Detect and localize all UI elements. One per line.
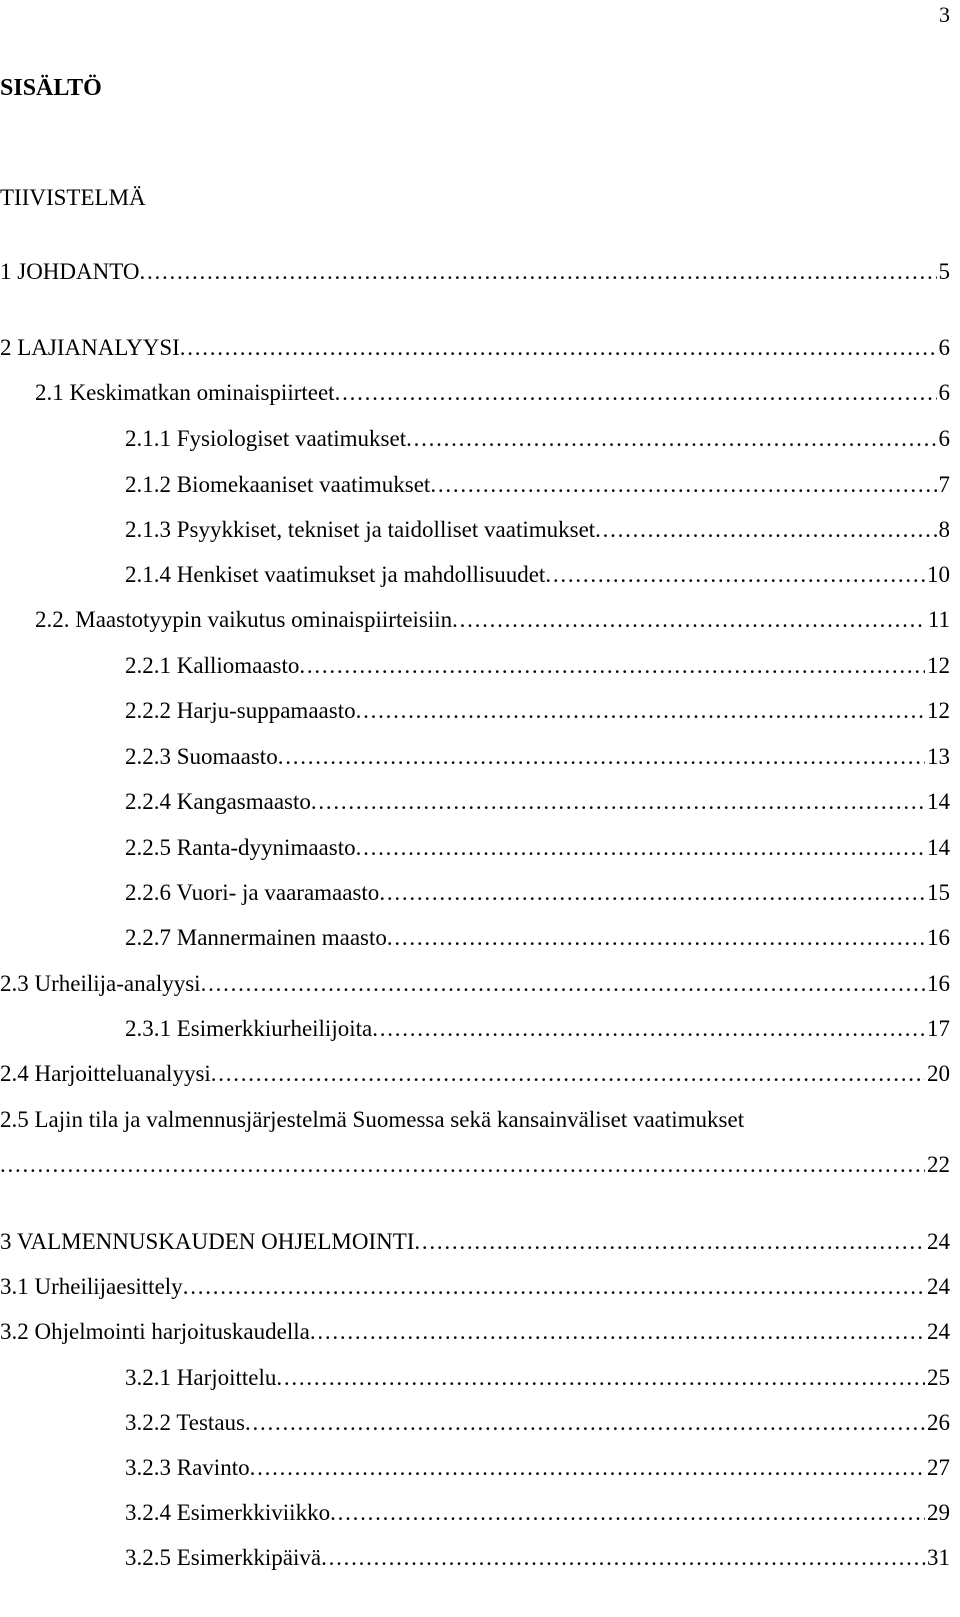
toc-entry-page: 17 — [927, 1016, 950, 1041]
dot-leader — [372, 1014, 925, 1044]
toc-entry-label: 3.2.3 Ravinto — [125, 1455, 250, 1480]
toc-entry-label: 2.3 Urheilija-analyysi — [0, 971, 201, 996]
dot-leader — [356, 833, 925, 863]
toc-entry[interactable] — [0, 1272, 950, 1302]
toc-entry[interactable] — [35, 605, 950, 635]
dot-leader — [406, 424, 936, 454]
toc-entry[interactable] — [0, 1150, 950, 1180]
dot-leader — [140, 257, 937, 287]
page-number: 3 — [939, 2, 950, 27]
dot-leader — [414, 1227, 925, 1257]
toc-entry-page: 12 — [927, 653, 950, 678]
toc-entry[interactable] — [0, 969, 950, 999]
toc-entry-label: 2.2. Maastotyypin vaikutus ominaispiirteisiin — [35, 607, 453, 632]
toc-entry[interactable] — [125, 1363, 950, 1393]
toc-entry-page: 22 — [927, 1152, 950, 1177]
toc-entry-label: 3.2.5 Esimerkkipäivä — [125, 1545, 322, 1570]
toc-entry-label: 1 JOHDANTO — [0, 259, 140, 284]
dot-leader — [299, 651, 925, 681]
dot-leader — [379, 878, 925, 908]
toc-entry-page: 10 — [927, 562, 950, 587]
toc-entry-label: 2.1.1 Fysiologiset vaatimukset — [125, 426, 407, 451]
toc-entry[interactable] — [125, 787, 950, 817]
dot-leader — [387, 923, 925, 953]
dot-leader — [180, 333, 937, 363]
toc-entry[interactable] — [125, 923, 950, 953]
toc-entry-page: 24 — [927, 1274, 950, 1299]
toc-entry-label: 2.2.1 Kalliomaasto — [125, 653, 300, 678]
toc-entry[interactable] — [125, 696, 950, 726]
toc-entry-page: 25 — [927, 1365, 950, 1390]
toc-entry-label: 2.1.4 Henkiset vaatimukset ja mahdollisuudet — [125, 562, 546, 587]
toc-entry-label: 2.2.5 Ranta-dyynimaasto — [125, 835, 356, 860]
dot-leader — [278, 742, 925, 772]
dot-leader — [430, 470, 936, 500]
toc-entry[interactable] — [0, 257, 950, 287]
toc-entry[interactable] — [125, 1014, 950, 1044]
dot-leader — [595, 515, 936, 545]
toc-entry[interactable] — [125, 1453, 950, 1483]
toc-entry-page: 14 — [927, 789, 950, 814]
toc-entry-page: 6 — [938, 380, 950, 405]
toc-entry-label: 3.2.2 Testaus — [125, 1410, 245, 1435]
toc-entry-page: 5 — [938, 259, 950, 284]
toc-entry-page: 8 — [938, 517, 950, 542]
toc-entry-label: 2.2.2 Harju-suppamaasto — [125, 698, 356, 723]
toc-heading: SISÄLTÖ — [0, 75, 102, 101]
toc-entry-label: 2.1.2 Biomekaaniset vaatimukset — [125, 472, 431, 497]
toc-entry-page: 24 — [927, 1319, 950, 1344]
toc-entry[interactable] — [125, 833, 950, 863]
toc-entry-label: 3.1 Urheilijaesittely — [0, 1274, 183, 1299]
dot-leader — [545, 560, 925, 590]
toc-entry-page: 13 — [927, 744, 950, 769]
toc-entry[interactable] — [125, 651, 950, 681]
toc-entry-label: 2.1 Keskimatkan ominaispiirteet — [35, 380, 335, 405]
toc-entry-label: 3.2.1 Harjoittelu — [125, 1365, 277, 1390]
dot-leader — [310, 1317, 925, 1347]
toc-entry[interactable] — [125, 1498, 950, 1528]
dot-leader — [356, 696, 925, 726]
toc-entry-label: 2.3.1 Esimerkkiurheilijoita — [125, 1016, 373, 1041]
toc-entry[interactable] — [0, 1317, 950, 1347]
dot-leader — [201, 969, 925, 999]
dot-leader — [211, 1059, 925, 1089]
dot-leader — [0, 1150, 925, 1180]
toc-entry-page: 6 — [938, 426, 950, 451]
toc-entry[interactable] — [125, 878, 950, 908]
dot-leader — [183, 1272, 925, 1302]
toc-entry-label: 2 LAJIANALYYSI — [0, 335, 180, 360]
toc-entry-page: 26 — [927, 1410, 950, 1435]
toc-entry-label: 2.2.4 Kangasmaasto — [125, 789, 311, 814]
dot-leader — [452, 605, 926, 635]
toc-entry-label: 2.2.7 Mannermainen maasto — [125, 925, 387, 950]
toc-entry-page: 24 — [927, 1229, 950, 1254]
dot-leader — [330, 1498, 925, 1528]
toc-entry-page: 15 — [927, 880, 950, 905]
toc-entry[interactable] — [125, 515, 950, 545]
toc-entry-label: 2.2.3 Suomaasto — [125, 744, 278, 769]
toc-entry[interactable] — [125, 470, 950, 500]
toc-entry-label: 2.4 Harjoitteluanalyysi — [0, 1061, 211, 1086]
toc-entry-label: 3.2 Ohjelmointi harjoituskaudella — [0, 1319, 310, 1344]
toc-entry-page: 12 — [927, 698, 950, 723]
dot-leader — [321, 1543, 925, 1573]
dot-leader — [335, 378, 937, 408]
dot-leader — [311, 787, 925, 817]
toc-entry[interactable] — [35, 378, 950, 408]
dot-leader — [250, 1453, 925, 1483]
toc-entry-page: 16 — [927, 925, 950, 950]
toc-entry[interactable] — [125, 742, 950, 772]
toc-entry[interactable] — [125, 1408, 950, 1438]
toc-entry-label: 2.2.6 Vuori- ja vaaramaasto — [125, 880, 380, 905]
toc-entry-label: 2.1.3 Psyykkiset, tekniset ja taidolliset vaatimukset — [125, 517, 596, 542]
toc-entry-page: 11 — [927, 607, 950, 632]
toc-entry[interactable] — [125, 424, 950, 454]
toc-entry-page: 7 — [938, 472, 950, 497]
toc-entry-page: 20 — [927, 1061, 950, 1086]
toc-entry-label: 3 VALMENNUSKAUDEN OHJELMOINTI — [0, 1229, 415, 1254]
toc-entry-page: 31 — [927, 1545, 950, 1570]
toc-entry-label: 3.2.4 Esimerkkiviikko — [125, 1500, 331, 1525]
toc-entry[interactable] — [125, 1543, 950, 1573]
toc-entry-page: 6 — [938, 335, 950, 360]
dot-leader — [245, 1408, 925, 1438]
toc-entry[interactable] — [0, 333, 950, 363]
dot-leader — [276, 1363, 925, 1393]
toc-entry-page: 16 — [927, 971, 950, 996]
toc-entry-abstract[interactable]: TIIVISTELMÄ — [0, 185, 146, 210]
toc-entry-page: 27 — [927, 1455, 950, 1480]
toc-entry[interactable] — [0, 1227, 950, 1257]
toc-entry[interactable] — [125, 560, 950, 590]
toc-entry-page: 14 — [927, 835, 950, 860]
toc-entry-label[interactable]: 2.5 Lajin tila ja valmennusjärjestelmä Suomessa sekä kansainväliset vaatimukset — [0, 1107, 745, 1132]
toc-entry[interactable] — [0, 1059, 950, 1089]
toc-entry-page: 29 — [927, 1500, 950, 1525]
